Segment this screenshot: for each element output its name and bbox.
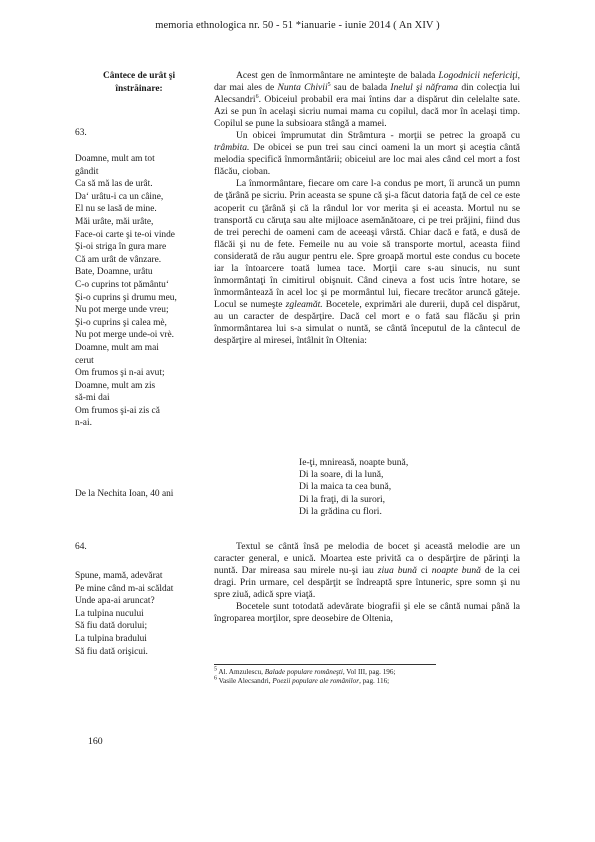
verse-line: Om frumos şi-ai zis că xyxy=(75,405,160,416)
verse-line: Di la fraţi, di la surori, xyxy=(299,493,386,505)
song-number-63: 63. xyxy=(75,128,87,138)
verse-line: Şi-o cuprins şi calea mè, xyxy=(75,317,167,328)
verse-line: Nu pot merge unde vreu; xyxy=(75,305,169,316)
verse-line: Bate, Doamne, urâtu xyxy=(75,267,153,278)
verse-line: n-ai. xyxy=(75,418,92,429)
footnote-separator xyxy=(214,664,436,665)
verse-line: Nu pot merge unde-oi vrè. xyxy=(75,330,175,341)
verse-line: Şi-oi striga în gura mare xyxy=(75,242,167,253)
paragraph: Textul se cântă însă pe melodia de bocet şi această melodie are un caracter general, e unică. Moartea este privită ca o despărţire de părinţi la nuntă. Dar mireasa sau mirele nu-şi iau ziua bună ci noapte bună de la cei dragi. Prin urmare, cel despărţit se îndreaptă spre întuneric, spre somn şi nu spre ziuă, adică spre viaţă. xyxy=(214,541,520,601)
song-number-64: 64. xyxy=(75,542,87,552)
paragraph: Bocetele sunt totodată adevărate biografii şi ele se cântă numai până la îngroparea morţilor, spre deosebire de Oltenia, xyxy=(214,601,520,625)
verse-line: Di la soare, di la lună, xyxy=(299,469,384,481)
paragraph: La înmormântare, fiecare om care l-a condus pe mort, îi aruncă un pumn de ţărână pe sicriu. Prin aceasta se spune că şi-a făcut datoria faţă de cel ce este acoperit cu ţărână şi că la rândul lor vor merita şi ei aceasta. Mortul nu se transportă cu căruţa sau alte mijloace asemănătoare, ci pe trei prăjini, fiind dus de trei perechi de oameni cam de aceeaşi vârstă. Chiar dacă e fată, e dusă de flăcăi şi nu de fete. Femeile nu au voie să transporte mortul, aceasta fiind considerată de rău augur pentru ele. Spre groapă mortul este condus cu bocete iar la întoarcere toată lumea tace. Morţii care s-au sinucis, nu sunt înmormântaţi în cimitirul obişnuit. Când cineva a fost ucis între hotare, se înmormântează în acel loc şi pe mormântul lui, fiecare trecător aruncă găteje. Locul se numeşte zgleamăt. Bocetele, exprimări ale durerii, după cel dispărut, au un caracter de despărţire. Dacă cel mort e o fată sau flăcău şi prin înmormântarea lui s-a simulat o nuntă, se cântă începutul de la cântecul de despărţire al miresei, întâlnit în Oltenia: xyxy=(214,178,520,347)
body-text-upper xyxy=(214,70,520,347)
verse-line: Spune, mamă, adevărat xyxy=(75,571,163,581)
verse-line: Şi-o cuprins şi drumu meu, xyxy=(75,292,177,303)
verse-line: Doamne, mult am zis xyxy=(75,380,156,391)
verse-line: Doamne, mult am tot xyxy=(75,154,155,164)
verse-line: Doamne, mult am mai xyxy=(75,342,159,353)
footnote: $^5$ Al. Amzulescu, Balade populare româneşti, Vol III, pag. 196; xyxy=(214,666,396,676)
verse-line: Ie-ţi, mnireasă, noapte bună, xyxy=(299,457,409,468)
quoted-verse xyxy=(299,457,408,518)
song-64-verse xyxy=(75,570,203,658)
verse-line: Di la grădina cu flori. xyxy=(299,505,382,517)
footnote-ref: 5 xyxy=(327,81,331,88)
section-title xyxy=(75,70,203,95)
body-text-lower xyxy=(214,541,520,625)
verse-line: să-mi dai xyxy=(75,393,110,404)
verse-line: gândit xyxy=(75,166,99,177)
footnotes xyxy=(214,668,514,686)
verse-line: Ca să mă las de urât. xyxy=(75,179,153,190)
footnote-ref: 6 xyxy=(255,93,259,100)
verse-line: Pe mine când m-ai scăldat xyxy=(75,583,174,594)
paragraph: Acest gen de înmormântare ne aminteşte de balada Logodnicii nefericiţi, dar mai ales de Nunta Chivii$^5$ sau de balada Inelul şi năframa din colecţia lui Alecsandri$^6$. Obiceiul probabil era mai întins dar a dispărut din celelalte sate. Azi se pun în acelaşi sicriu numai mama cu copilul, dacă mor în acelaşi timp. Copilul se pune la subsioara stângă a mamei. xyxy=(214,70,521,130)
verse-line: Că am urât de vânzare. xyxy=(75,254,162,265)
verse-line: Om frumos şi n-ai avut; xyxy=(75,368,165,379)
verse-line: Di la maica ta cea bună, xyxy=(299,481,392,493)
verse-line: El nu se lasă de mine. xyxy=(75,204,157,215)
song-attribution: De la Nechita Ioan, 40 ani xyxy=(75,489,174,499)
verse-line: cerut xyxy=(75,355,94,366)
verse-line: Face-oi carte şi te-oi vinde xyxy=(75,229,175,240)
verse-line: Măi urâte, măi urâte, xyxy=(75,216,154,227)
footnote: $^6$ Vasile Alecsandri, Poezii populare ale românilor, pag. 116; xyxy=(214,675,390,686)
verse-line: C-o cuprins tot pământu‘ xyxy=(75,279,169,290)
page-number: 160 xyxy=(88,736,103,747)
verse-line: Da‘ urâtu-i ca un câine, xyxy=(75,191,164,202)
section-title-line: Cântece de urât şi xyxy=(102,71,176,81)
verse-line: La tulpina nucului xyxy=(75,608,144,619)
verse-line: La tulpina bradului xyxy=(75,633,147,644)
paragraph: Un obicei împrumutat din Strâmtura - morţii se petrec la groapă cu trâmbita. De obicei se pun trei sau cinci oameni la un mort şi aceştia cântă melodia specifică înmormântării; obiceiul are loc mai ales când cel mort a fost flăcău, cioban. xyxy=(214,130,520,178)
song-63-verse xyxy=(75,153,203,430)
verse-line: Unde apa-ai aruncat? xyxy=(75,596,155,607)
verse-line: Să fiu dată dorului; xyxy=(75,621,148,632)
section-title-line: înstrăinare: xyxy=(115,83,163,94)
verse-line: Să fiu dată orişicui. xyxy=(75,646,148,657)
running-header: memoria ethnologica nr. 50 - 51 *ianuarie - iunie 2014 ( An XIV ) xyxy=(155,20,440,31)
